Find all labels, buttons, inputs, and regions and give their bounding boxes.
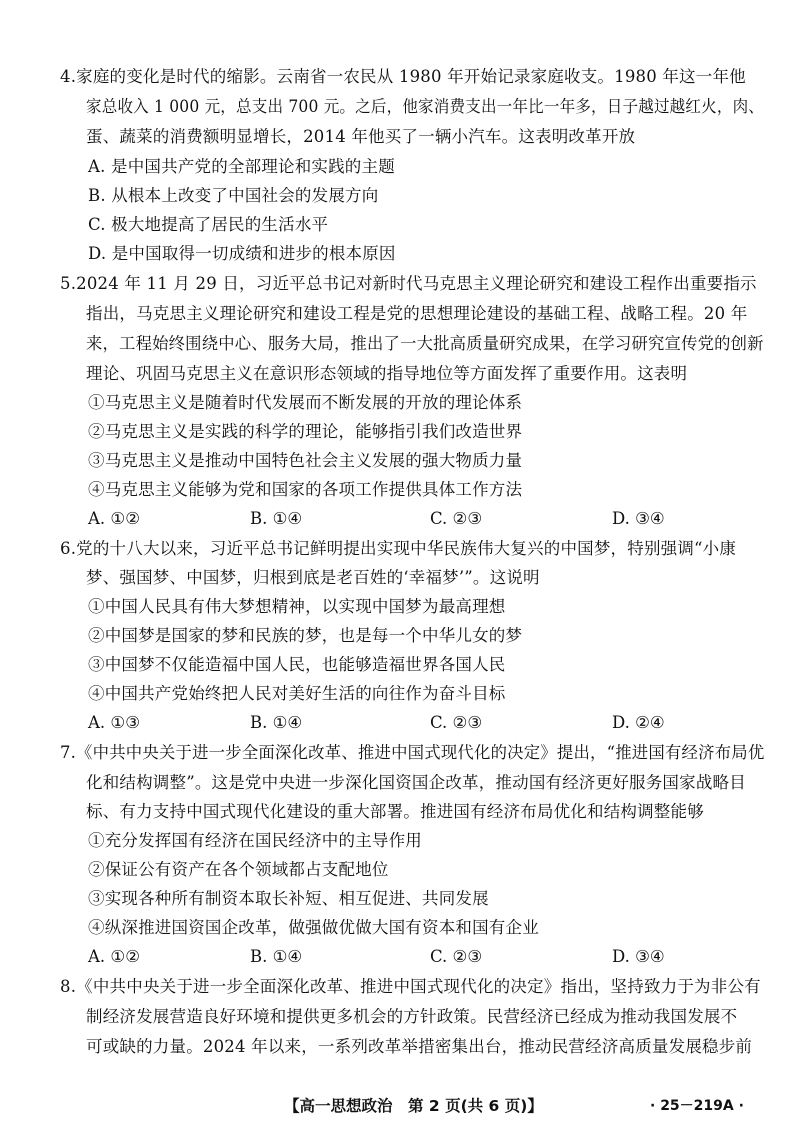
q4-option-a: A. 是中国共产党的全部理论和实践的主题 <box>88 157 395 176</box>
q5-statement-3: ③马克思主义是推动中国特色社会主义发展的强大物质力量 <box>88 451 523 470</box>
q4-option-d: D. 是中国取得一切成绩和进步的根本原因 <box>88 244 396 263</box>
q5-answer-d: D. ③④ <box>612 509 665 528</box>
q4-stem-line-3: 蛋、蔬菜的消费额明显增长，2014 年他买了一辆小汽车。这表明改革开放 <box>86 127 636 146</box>
paper-code: · 25－219A · <box>650 1098 744 1114</box>
q7-stem-line-1: 7.《中共中央关于进一步全面深化改革、推进中国式现代化的决定》提出，“推进国有经济布局优 <box>60 743 765 762</box>
q4-option-c: C. 极大地提高了居民的生活水平 <box>88 215 329 234</box>
q5-answer-a: A. ①② <box>88 509 140 528</box>
q5-stem-line-4: 理论、巩固马克思主义在意识形态领域的指导地位等方面发挥了重要作用。这表明 <box>86 364 688 383</box>
q6-statement-3: ③中国梦不仅能造福中国人民，也能够造福世界各国人民 <box>88 655 506 674</box>
q7-answer-d: D. ③④ <box>612 947 665 966</box>
q6-answer-b: B. ①④ <box>250 713 303 732</box>
page-footer-label: 【高一思想政治 第 2 页(共 6 页)】 <box>284 1097 543 1115</box>
q6-statement-4: ④中国共产党始终把人民对美好生活的向往作为奋斗目标 <box>88 684 506 703</box>
q6-statement-2: ②中国梦是国家的梦和民族的梦，也是每一个中华儿女的梦 <box>88 626 523 645</box>
q7-statement-4: ④纵深推进国资国企改革，做强做优做大国有资本和国有企业 <box>88 918 539 937</box>
q5-stem-line-1: 5.2024 年 11 月 29 日，习近平总书记对新时代马克思主义理论研究和建设工程作出重要指示 <box>60 274 757 293</box>
q7-answer-b: B. ①④ <box>250 947 303 966</box>
q7-statement-3: ③实现各种所有制资本取长补短、相互促进、共同发展 <box>88 889 489 908</box>
q5-statement-4: ④马克思主义能够为党和国家的各项工作提供具体工作方法 <box>88 480 523 499</box>
q6-stem-line-1: 6.党的十八大以来，习近平总书记鲜明提出实现中华民族伟大复兴的中国梦，特别强调“小康 <box>60 539 737 558</box>
q8-stem-line-3: 可或缺的力量。2024 年以来，一系列改革举措密集出台，推动民营经济高质量发展稳步前 <box>86 1037 753 1056</box>
q7-answer-a: A. ①② <box>88 947 140 966</box>
q7-stem-line-2: 化和结构调整”。这是党中央进一步深化国资国企改革，推动国有经济更好服务国家战略目 <box>86 773 746 792</box>
q7-statement-1: ①充分发挥国有经济在国民经济中的主导作用 <box>88 831 422 850</box>
q5-answer-c: C. ②③ <box>430 509 483 528</box>
q8-stem-line-1: 8.《中共中央关于进一步全面深化改革、推进中国式现代化的决定》指出，坚持致力于为非公有 <box>60 977 761 996</box>
q7-stem-line-3: 标、有力支持中国式现代化建设的重大部署。推进国有经济布局优化和结构调整能够 <box>86 802 704 821</box>
q6-statement-1: ①中国人民具有伟大梦想精神，以实现中国梦为最高理想 <box>88 597 506 616</box>
q6-answer-a: A. ①③ <box>88 713 140 732</box>
q4-stem-line-1: 4.家庭的变化是时代的缩影。云南省一农民从 1980 年开始记录家庭收支。1980 年这一年他 <box>60 67 746 86</box>
q7-statement-2: ②保证公有资产在各个领域都占支配地位 <box>88 860 389 879</box>
q6-answer-c: C. ②③ <box>430 713 483 732</box>
q6-answer-d: D. ②④ <box>612 713 665 732</box>
q5-statement-2: ②马克思主义是实践的科学的理论，能够指引我们改造世界 <box>88 422 523 441</box>
q4-option-b: B. 从根本上改变了中国社会的发展方向 <box>88 186 379 205</box>
q6-stem-line-2: 梦、强国梦、中国梦，归根到底是老百姓的‘幸福梦’”。这说明 <box>86 568 540 587</box>
q5-stem-line-2: 指出，马克思主义理论研究和建设工程是党的思想理论建设的基础工程、战略工程。20 年 <box>86 304 748 323</box>
q5-answer-b: B. ①④ <box>250 509 303 528</box>
q8-stem-line-2: 制经济发展营造良好环境和提供更多机会的方针政策。民营经济已经成为推动我国发展不 <box>86 1007 738 1026</box>
q5-statement-1: ①马克思主义是随着时代发展而不断发展的开放的理论体系 <box>88 393 523 412</box>
q5-stem-line-3: 来，工程始终围绕中心、服务大局，推出了一大批高质量研究成果，在学习研究宣传党的创新 <box>86 334 764 353</box>
q7-answer-c: C. ②③ <box>430 947 483 966</box>
q4-stem-line-2: 家总收入 1 000 元，总支出 700 元。之后，他家消费支出一年比一年多，日子越过越红火，肉、 <box>86 97 765 116</box>
